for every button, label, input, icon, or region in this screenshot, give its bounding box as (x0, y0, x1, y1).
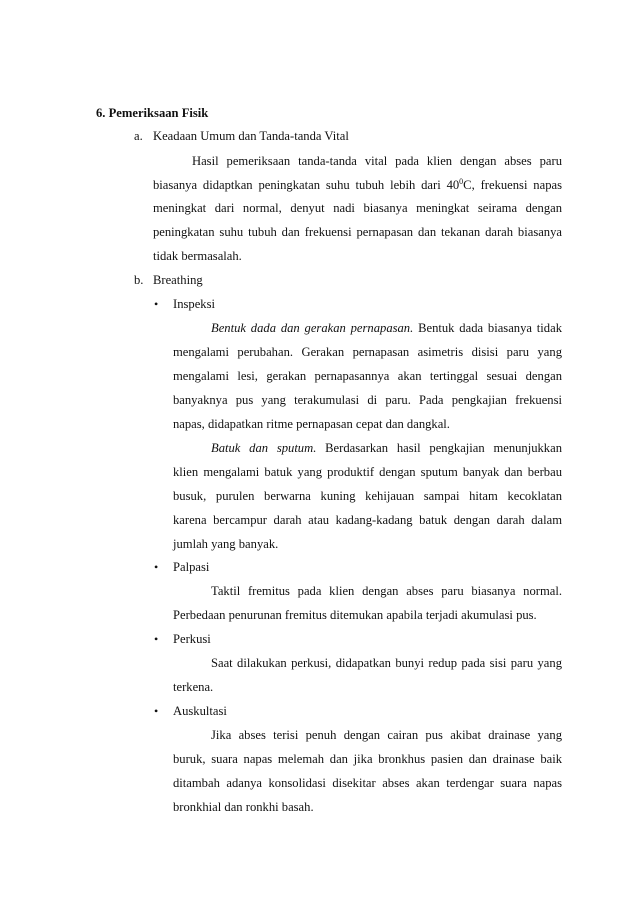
paragraph-line: Saat dilakukan perkusi, didapatkan bunyi redup pada sisi paru yang (211, 656, 562, 670)
paragraph-text: biasanya didaptkan peningkatan suhu tubuh lebih dari 40 (153, 178, 460, 192)
inspeksi-title: Inspeksi (173, 297, 215, 311)
subsection-b-label: b. (134, 273, 144, 287)
paragraph-line: mengalami perubahan. Gerakan pernapasan asimetris disisi paru yang (173, 345, 562, 359)
bullet-icon: • (154, 297, 159, 311)
subsection-a-label: a. (134, 129, 143, 143)
paragraph-line: meningkat dari normal, denyut nadi biasanya meningkat seirama dengan (153, 201, 562, 215)
paragraph-line: karena bercampur darah atau kadang-kadang batuk dengan darah dalam (173, 513, 562, 527)
perkusi-title: Perkusi (173, 632, 211, 646)
bullet-icon: • (154, 632, 159, 646)
bullet-icon: • (154, 560, 159, 574)
paragraph-line: bronkhial dan ronkhi basah. (173, 800, 314, 814)
paragraph-line: Perbedaan penurunan fremitus ditemukan apabila terjadi akumulasi pus. (173, 608, 537, 622)
paragraph-text: Berdasarkan hasil pengkajian menunjukkan (316, 441, 562, 455)
paragraph-line: ditambah adanya konsolidasi disekitar abses akan terdengar suara napas (173, 776, 562, 790)
paragraph-line: Taktil fremitus pada klien dengan abses paru biasanya normal. (211, 584, 562, 598)
paragraph-line: tidak bermasalah. (153, 249, 242, 263)
degree-superscript: 0 (459, 177, 464, 186)
paragraph-line: Hasil pemeriksaan tanda-tanda vital pada klien dengan abses paru (192, 154, 562, 168)
paragraph-line: peningkatan suhu tubuh dan frekuensi pernapasan dan tekanan darah biasanya (153, 225, 562, 239)
paragraph-line: terkena. (173, 680, 214, 694)
paragraph-text: Bentuk dada biasanya tidak (413, 321, 562, 335)
paragraph-line: busuk, purulen berwarna kuning kehijauan sampai hitam kecoklatan (173, 489, 562, 503)
palpasi-title: Palpasi (173, 560, 210, 574)
paragraph-line (211, 440, 562, 456)
paragraph-text: C, frekuensi napas (463, 178, 562, 192)
paragraph-line: klien mengalami batuk yang produktif dengan sputum banyak dan berbau (173, 465, 562, 479)
paragraph-italic-lead: Batuk dan sputum. (211, 441, 317, 455)
paragraph-line: napas, didapatkan ritme pernapasan cepat dan dangkal. (173, 417, 450, 431)
bullet-icon: • (154, 704, 159, 718)
section-title: 6. Pemeriksaan Fisik (96, 106, 209, 120)
paragraph-line: jumlah yang banyak. (173, 537, 279, 551)
paragraph-line: Jika abses terisi penuh dengan cairan pus akibat drainase yang (211, 728, 562, 742)
paragraph-line (211, 320, 562, 336)
paragraph-line (153, 177, 562, 193)
paragraph-line: banyaknya pus yang terakumulasi di paru. Pada pengkajian frekuensi (173, 393, 562, 407)
paragraph-line: mengalami lesi, gerakan pernapasannya akan tertinggal sesuai dengan (173, 369, 562, 383)
paragraph-italic-lead: Bentuk dada dan gerakan pernapasan. (211, 321, 414, 335)
auskultasi-title: Auskultasi (173, 704, 227, 718)
subsection-b-title: Breathing (153, 273, 203, 287)
paragraph-line: buruk, suara napas melemah dan jika bronkhus pasien dan drainase baik (173, 752, 562, 766)
subsection-a-title: Keadaan Umum dan Tanda-tanda Vital (153, 129, 349, 143)
